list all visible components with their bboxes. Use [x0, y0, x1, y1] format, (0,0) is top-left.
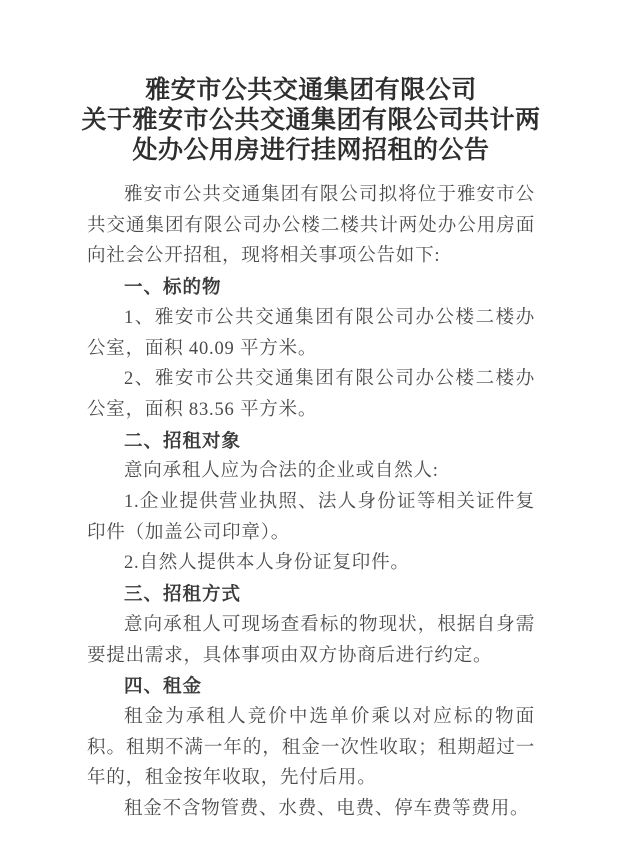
tenants-item-1: 1.企业提供营业执照、法人身份证等相关证件复印件（加盖公司印章）。	[87, 492, 535, 543]
title-line-3: 处办公用房进行挂网招租的公告	[132, 137, 490, 164]
tenants-intro: 意向承租人应为合法的企业或自然人:	[124, 461, 439, 482]
section-heading-rent: 四、租金	[124, 675, 203, 697]
subject-item-2: 2、雅安市公共交通集团有限公司办公楼二楼办公室，面积 83.56 平方米。	[87, 369, 535, 420]
rent-paragraph-1: 租金为承租人竞价中选单价乘以对应标的物面积。租期不满一年的，租金一次性收取；租期超过一年的，租金按年收取，先付后用。	[87, 706, 535, 789]
rent-paragraph-2: 租金不含物管费、水费、电费、停车费等费用。	[124, 799, 530, 820]
section-heading-method: 三、招租方式	[124, 583, 242, 605]
method-paragraph: 意向承租人可现场查看标的物现状，根据自身需要提出需求，具体事项由双方协商后进行约定。	[87, 614, 535, 666]
section-heading-subject: 一、标的物	[124, 276, 222, 298]
tenants-item-2: 2.自然人提供本人身份证复印件。	[124, 553, 410, 574]
title-line-1: 雅安市公共交通集团有限公司	[145, 77, 477, 104]
subject-item-1: 1、雅安市公共交通集团有限公司办公楼二楼办公室，面积 40.09 平方米。	[87, 307, 535, 359]
document-body	[87, 180, 535, 825]
title-line-2: 关于雅安市公共交通集团有限公司共计两	[81, 107, 541, 134]
section-heading-tenants: 二、招租对象	[124, 429, 242, 451]
document-title	[77, 76, 545, 166]
intro-paragraph: 雅安市公共交通集团有限公司拟将位于雅安市公共交通集团有限公司办公楼二楼共计两处办公用房面向社会公开招租，现将相关事项公告如下:	[87, 185, 535, 267]
